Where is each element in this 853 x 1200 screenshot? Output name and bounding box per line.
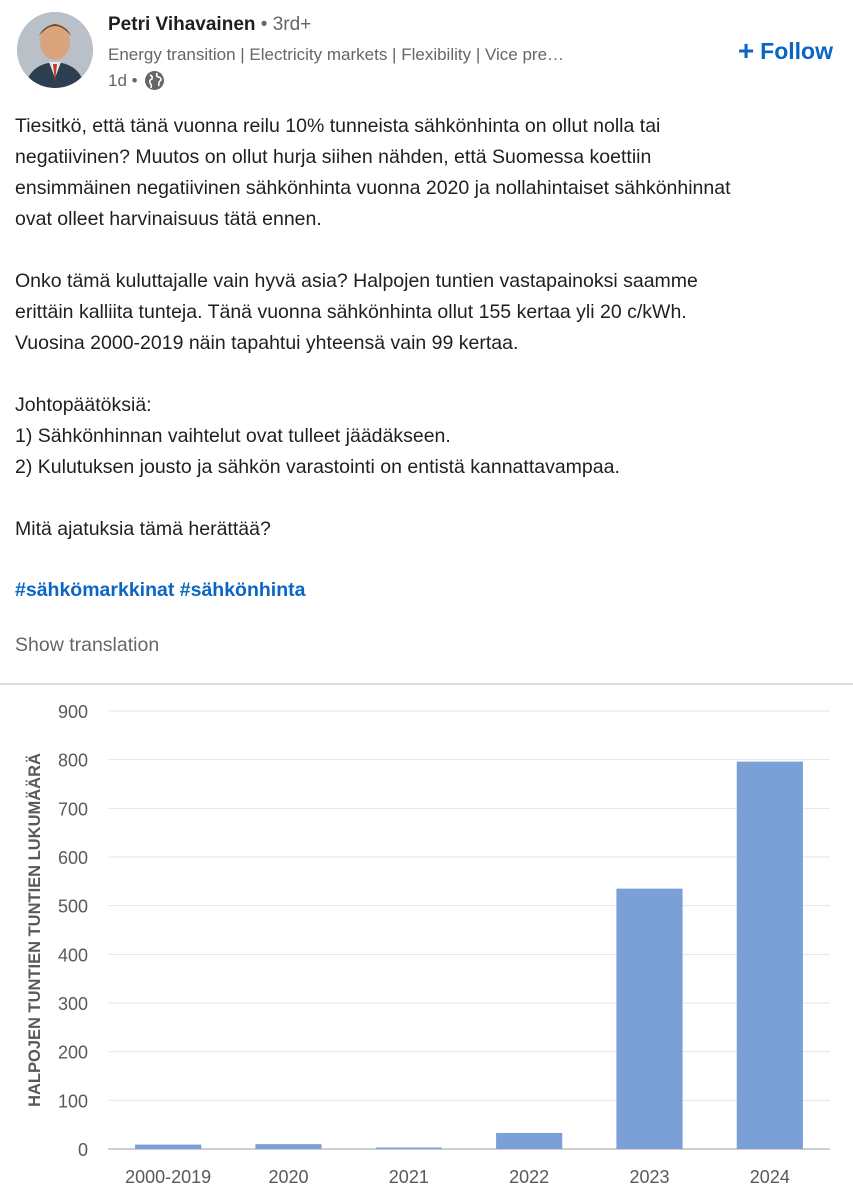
y-tick-label-100: 100 [57,1091,88,1112]
x-tick-label-2000-2019: 2000-2019 [125,1167,212,1187]
x-tick-label-2021: 2021 [388,1167,429,1187]
y-tick-label-200: 200 [57,1042,88,1063]
hashtags [15,579,305,602]
bar-2020 [255,1144,321,1149]
post-meta [108,70,165,91]
author-avatar[interactable] [17,12,93,88]
author-headline: Energy transition | Electricity markets | Flexibility | Vice pre… [108,45,565,64]
bar-2021 [376,1148,442,1149]
hashtag-sahkomarkkinat[interactable]: #sähkömarkkinat [15,579,175,601]
paragraph-3-line-3: 2) Kulutuksen jousto ja sähkön varastointi on entistä kannattavampaa. [15,456,620,478]
y-tick-label-600: 600 [57,848,88,868]
y-tick-label-900: 900 [57,702,88,722]
divider [0,683,853,685]
paragraph-1-line-4: ovat olleet harvinaisuus tätä ennen. [15,208,322,230]
bar-2022 [496,1133,562,1149]
show-translation-link[interactable]: Show translation [15,634,160,656]
x-tick-label-2024: 2024 [749,1167,790,1187]
connection-degree: • 3rd+ [260,14,312,35]
paragraph-2-line-1: Onko tämä kuluttajalle vain hyvä asia? Halpojen tuntien vastapainoksi saamme [15,270,698,292]
y-axis-label: HALPOJEN TUNTIEN TUNTIEN LUKUMÄÄRÄ [26,753,44,1107]
x-tick-label-2020: 2020 [268,1167,309,1187]
follow-button[interactable] [738,37,833,65]
author-name-line[interactable] [108,14,311,36]
bar-chart[interactable] [0,686,853,1200]
x-tick-label-2022: 2022 [509,1167,550,1187]
paragraph-2-line-2: erittäin kalliita tunteja. Tänä vuonna sähkönhinta ollut 155 kertaa yli 20 c/kWh. [15,301,687,323]
paragraph-1-line-1: Tiesitkö, että tänä vuonna reilu 10% tunneista sähkönhinta on ollut nolla tai [15,115,661,137]
paragraph-1-line-3: ensimmäinen negatiivinen sähkönhinta vuonna 2020 ja nollahintaiset sähkönhinnat [15,177,731,199]
y-tick-label-0: 0 [77,1140,88,1160]
paragraph-3-line-2: 1) Sähkönhinnan vaihtelut ovat tulleet jäädäkseen. [15,425,451,447]
x-tick-label-2023: 2023 [629,1167,670,1187]
bar-2024 [737,762,803,1149]
author-name[interactable]: Petri Vihavainen [108,14,256,35]
bar-2023 [616,889,682,1149]
y-tick-label-300: 300 [57,994,88,1014]
y-tick-label-800: 800 [57,750,88,771]
paragraph-3-line-1: Johtopäätöksiä: [15,394,152,416]
paragraph-2-line-3: Vuosina 2000-2019 näin tapahtui yhteensä vain 99 kertaa. [15,332,519,354]
y-tick-label-400: 400 [57,945,88,966]
globe-icon [144,70,165,91]
paragraph-4-line-1: Mitä ajatuksia tämä herättää? [15,518,271,540]
post-time: 1d • [108,70,138,90]
follow-label: Follow [760,37,833,64]
hashtag-sahkonhinta[interactable]: #sähkönhinta [179,579,306,601]
plus-icon: + [737,35,755,66]
y-tick-label-500: 500 [57,896,88,917]
paragraph-1-line-2: negatiivinen? Muutos on ollut hurja siihen nähden, että Suomessa koettiin [15,146,652,168]
bar-2000-2019 [135,1145,201,1149]
post-text [15,111,840,545]
y-tick-label-700: 700 [57,799,88,820]
